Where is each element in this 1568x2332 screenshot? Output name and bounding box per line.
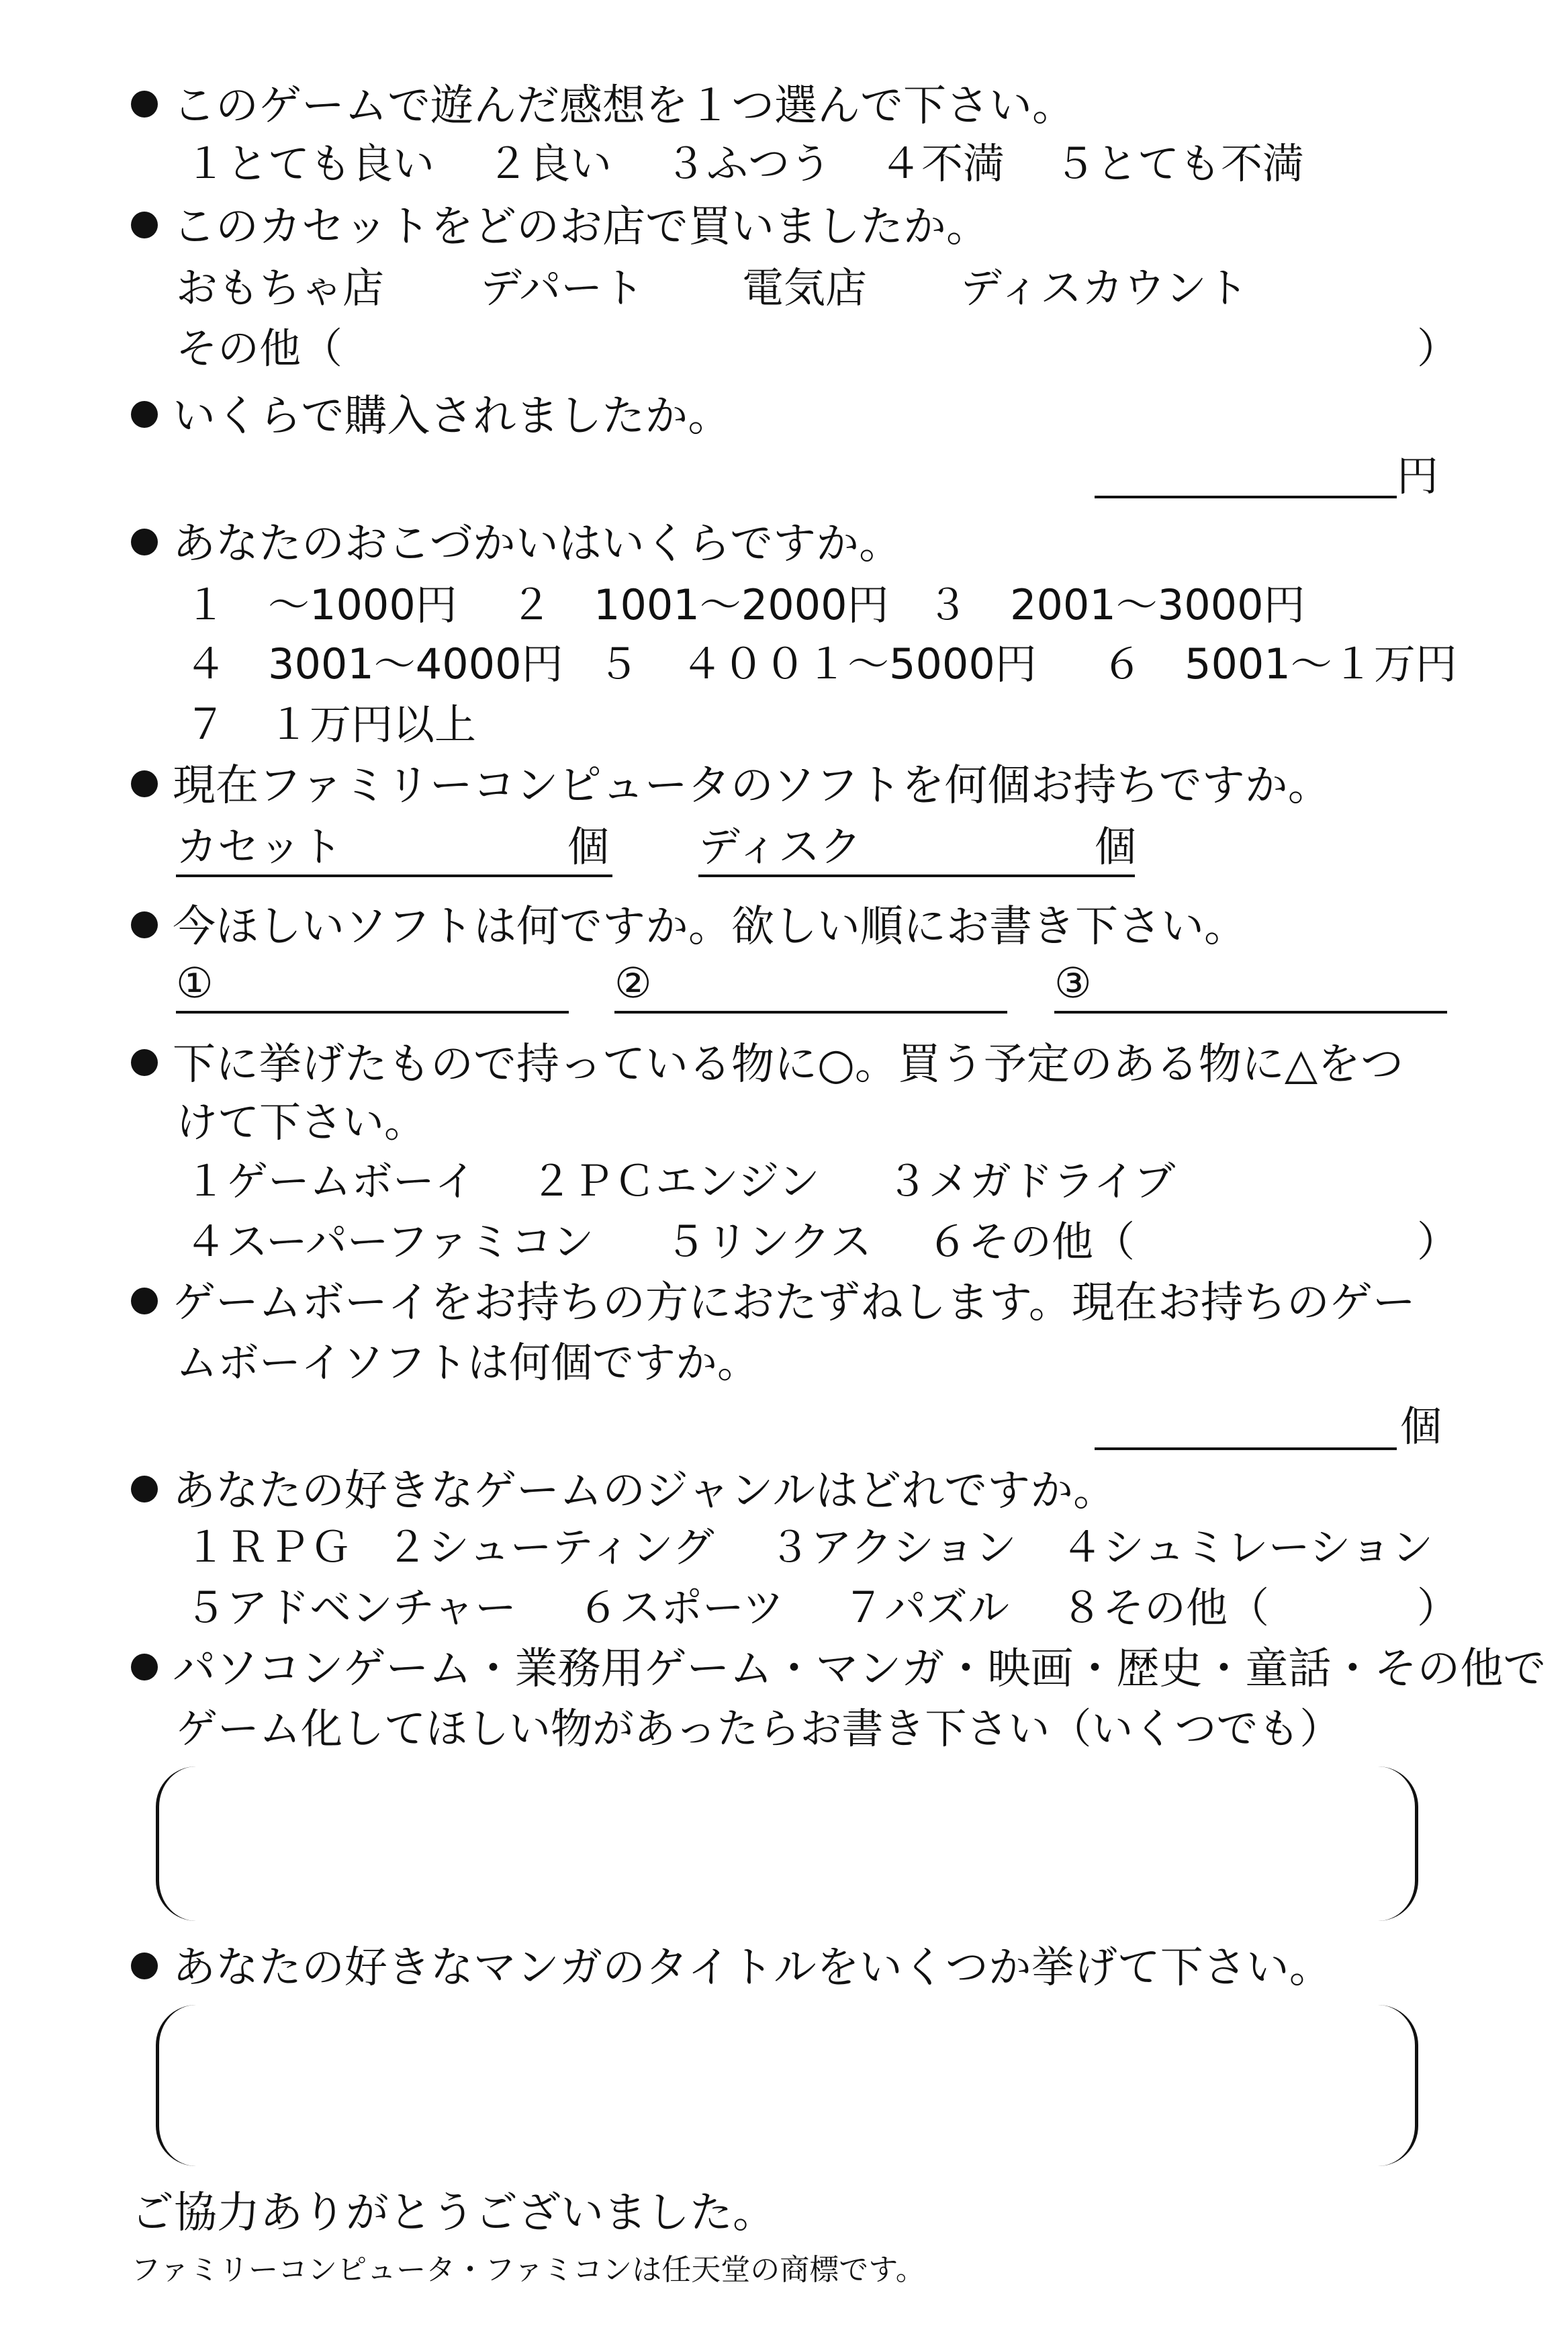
question-1 <box>131 79 1075 133</box>
question-5-text: 現在ファミリーコンピュータのソフトを何個お持ちですか。 <box>173 761 1331 811</box>
q7-option-5[interactable]: ５リンクス <box>665 1217 872 1266</box>
question-9 <box>131 1464 1116 1518</box>
q3-price-field[interactable] <box>1095 496 1397 498</box>
q4-option-3[interactable]: ３ 2001～3000円 <box>927 580 1305 629</box>
q6-slot-1-field[interactable] <box>176 1011 569 1014</box>
q5-disk-field[interactable] <box>698 874 1135 877</box>
q1-option-5[interactable]: ５とても不満 <box>1054 139 1305 188</box>
bullet-icon <box>131 911 158 938</box>
q2-option-department[interactable]: デパート <box>480 263 645 312</box>
q2-option-discount[interactable]: ディスカウント <box>960 263 1249 312</box>
bullet-icon <box>131 1288 158 1314</box>
q9-option-1[interactable]: １ＲＰＧ <box>185 1523 352 1572</box>
q7-option-6[interactable]: ６その他（ <box>927 1217 1136 1266</box>
q4-option-5[interactable]: ５ ４００１～5000円 <box>598 639 1037 688</box>
q6-slot-2-field[interactable] <box>614 1011 1007 1014</box>
question-10-text-line1: パソコンゲーム・業務用ゲーム・マンガ・映画・歴史・童話・その他で <box>173 1644 1547 1694</box>
q7-option-3[interactable]: ３メガドライブ <box>886 1157 1176 1206</box>
q4-option-4[interactable]: ４ 3001～4000円 <box>185 639 563 688</box>
q4-option-6[interactable]: ６ 5001～１万円 <box>1101 639 1457 688</box>
q9-option-3[interactable]: ３アクション <box>769 1523 1017 1572</box>
q11-answer-area[interactable] <box>156 2005 1418 2166</box>
question-10 <box>131 1642 1546 1696</box>
question-7-text-line2: けて下さい。 <box>176 1097 426 1147</box>
bullet-icon <box>131 401 158 428</box>
bullet-icon <box>131 1654 158 1680</box>
bullet-icon <box>131 1476 158 1503</box>
bullet-icon <box>131 770 158 797</box>
question-8-text-line1: ゲームボーイをお持ちの方におたずねします。現在お持ちのゲー <box>173 1278 1416 1328</box>
q7-option-2[interactable]: ２ＰＣエンジン <box>531 1157 820 1206</box>
bullet-icon <box>131 212 158 238</box>
q6-slot-2-label: ② <box>614 958 652 1007</box>
bullet-icon <box>131 529 158 555</box>
question-6 <box>131 900 1247 954</box>
q5-disk-label: ディスク <box>698 822 862 871</box>
q4-option-1[interactable]: １ ～1000円 <box>185 580 457 629</box>
q5-cassette-field[interactable] <box>176 874 612 877</box>
left-bracket <box>156 2005 199 2166</box>
q9-option-7[interactable]: ７パズル <box>843 1583 1010 1632</box>
q7-option-4[interactable]: ４スーパーファミコン <box>185 1217 594 1266</box>
question-3 <box>131 390 731 443</box>
question-1-text: このゲームで遊んだ感想を１つ選んで下さい。 <box>173 81 1075 131</box>
question-4-text: あなたのおこづかいはいくらですか。 <box>173 519 903 569</box>
question-8-text-line2: ムボーイソフトは何個ですか。 <box>176 1338 759 1387</box>
question-9-text: あなたの好きなゲームのジャンルはどれですか。 <box>173 1466 1117 1516</box>
q7-other-close: ） <box>1417 1217 1459 1266</box>
q2-other-close: ） <box>1417 324 1459 373</box>
q2-option-electronics[interactable]: 電気店 <box>742 263 868 312</box>
q7-option-1[interactable]: １ゲームボーイ <box>185 1157 477 1206</box>
thanks-message: ご協力ありがとうございました。 <box>131 2188 776 2238</box>
question-10-text-line2: ゲーム化してほしい物があったらお書き下さい（いくつでも） <box>176 1704 1342 1753</box>
bullet-icon <box>131 1953 158 1979</box>
question-11-text: あなたの好きなマンガのタイトルをいくつか挙げて下さい。 <box>173 1943 1332 1993</box>
q6-slot-1-label: ① <box>176 958 214 1007</box>
left-bracket <box>156 1766 199 1921</box>
question-8 <box>131 1276 1416 1330</box>
q2-option-toy-store[interactable]: おもちゃ店 <box>176 263 385 312</box>
q9-option-2[interactable]: ２シューティング <box>386 1523 714 1572</box>
question-7 <box>131 1038 1403 1091</box>
q1-option-2[interactable]: ２良い <box>487 139 612 188</box>
q5-cassette-label: カセット <box>176 822 343 871</box>
q6-slot-3-field[interactable] <box>1054 1011 1447 1014</box>
trademark-note: ファミリーコンピュータ・ファミコンは任天堂の商標です。 <box>131 2253 925 2287</box>
q9-option-8[interactable]: ８その他（ <box>1061 1583 1270 1632</box>
q9-other-close: ） <box>1417 1583 1459 1632</box>
question-2 <box>131 200 989 254</box>
question-11 <box>131 1941 1332 1995</box>
q5-cassette-unit: 個 <box>567 822 610 871</box>
bullet-icon <box>131 91 158 118</box>
q8-count-field[interactable] <box>1095 1447 1397 1450</box>
question-3-text: いくらで購入されましたか。 <box>173 392 731 441</box>
q9-option-4[interactable]: ４シュミレーション <box>1061 1523 1434 1572</box>
q2-other-label: その他（ <box>176 324 343 373</box>
q4-option-2[interactable]: ２ 1001～2000円 <box>510 580 889 629</box>
q9-option-6[interactable]: ６スポーツ <box>578 1583 784 1632</box>
question-5 <box>131 759 1331 813</box>
q6-slot-3-label: ③ <box>1054 958 1092 1007</box>
question-4 <box>131 517 902 571</box>
question-7-text-line1: 下に挙げたもので持っている物に○。買う予定のある物に△をつ <box>173 1040 1404 1089</box>
q5-disk-unit: 個 <box>1095 822 1137 871</box>
q1-option-3[interactable]: ３ふつう <box>665 139 832 188</box>
q1-option-1[interactable]: １とても良い <box>185 139 435 188</box>
q10-answer-area[interactable] <box>156 1766 1418 1921</box>
q1-option-4[interactable]: ４不満 <box>880 139 1005 188</box>
q8-unit: 個 <box>1400 1402 1442 1451</box>
q9-option-5[interactable]: ５アドベンチャー <box>185 1583 517 1632</box>
question-2-text: このカセットをどのお店で買いましたか。 <box>173 202 989 252</box>
bullet-icon <box>131 1049 158 1076</box>
question-6-text: 今ほしいソフトは何ですか。欲しい順にお書き下さい。 <box>173 902 1247 952</box>
right-bracket <box>1375 1766 1418 1921</box>
q4-option-7[interactable]: ７ １万円以上 <box>185 700 477 749</box>
q3-unit: 円 <box>1397 451 1439 500</box>
right-bracket <box>1375 2005 1418 2166</box>
